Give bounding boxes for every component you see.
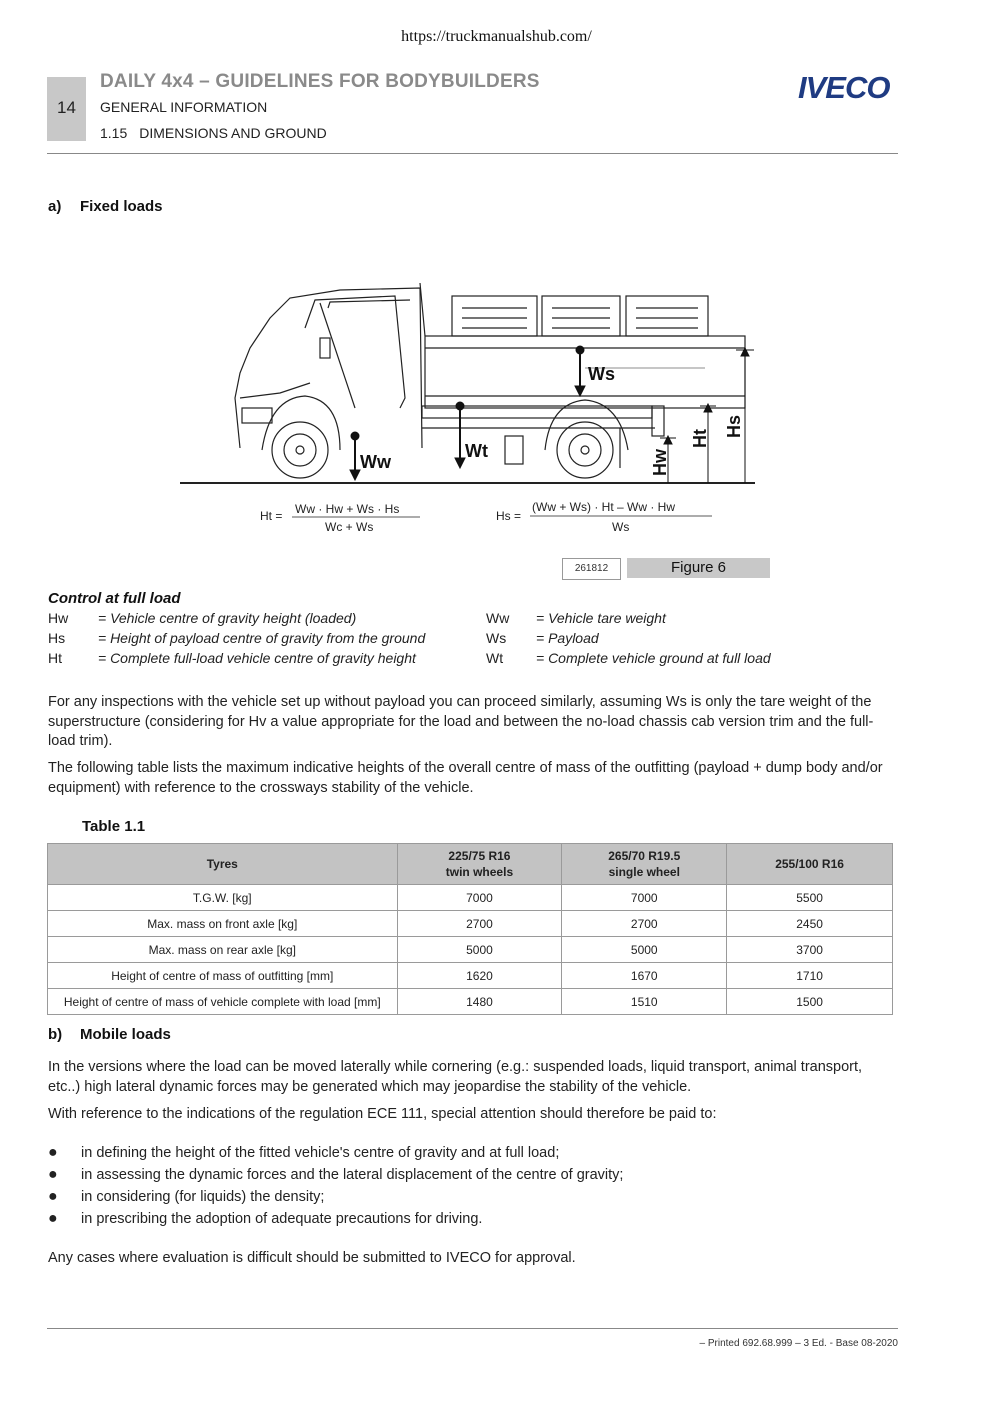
- iveco-logo: IVECO: [798, 70, 890, 105]
- table-cell: Max. mass on rear axle [kg]: [48, 937, 398, 963]
- formula-ht-lhs: Ht =: [260, 509, 283, 523]
- source-url[interactable]: https://truckmanualshub.com/: [401, 28, 592, 45]
- truck-load-diagram: [180, 278, 755, 548]
- label-ws: Ws: [588, 364, 615, 384]
- table-title: Table 1.1: [82, 818, 146, 835]
- formula-hs-lhs: Hs =: [496, 509, 522, 523]
- formula-ht-numerator: Ww · Hw + Ws · Hs: [295, 502, 400, 516]
- table-cell: 5000: [397, 937, 562, 963]
- subsection-title: DIMENSIONS AND GROUND: [139, 125, 327, 141]
- table-cell: 2450: [727, 911, 893, 937]
- column-header: 225/75 R16 twin wheels: [397, 844, 562, 885]
- page-number: 14: [57, 98, 76, 117]
- figure-id: 261812: [562, 558, 621, 580]
- legend-item: [486, 630, 599, 646]
- legend-description: = Vehicle centre of gravity height (loaded): [98, 610, 357, 626]
- table-header-row: [48, 844, 893, 885]
- legend-description: = Payload: [536, 630, 599, 646]
- legend-item: [48, 650, 416, 666]
- bullet-icon: ●: [48, 1210, 58, 1227]
- section-a-title: Fixed loads: [80, 198, 163, 215]
- table-cell: T.G.W. [kg]: [48, 885, 398, 911]
- paragraph-table-intro: The following table lists the maximum indicative heights of the overall centre of mass of the outfitting (payload + dump body and/or equipment) with reference to the crossways stability of the vehicle.: [48, 760, 883, 796]
- section-b-label: b): [48, 1026, 63, 1043]
- figure-caption: Figure 6: [627, 558, 770, 578]
- footer-print-info: – Printed 692.68.999 – 3 Ed. - Base 08-2020: [699, 1338, 898, 1349]
- formula-ht: [260, 502, 420, 534]
- document-title: DAILY 4x4 – GUIDELINES FOR BODYBUILDERS: [100, 71, 540, 92]
- table-cell: 1710: [727, 963, 893, 989]
- list-item: ● in considering (for liquids) the density;: [48, 1186, 898, 1208]
- legend-description: = Vehicle tare weight: [536, 610, 666, 626]
- formula-hs: [496, 500, 712, 534]
- list-item: ● in prescribing the adoption of adequate precautions for driving.: [48, 1208, 898, 1230]
- subsection-heading: [100, 125, 339, 141]
- list-item: ● in defining the height of the fitted vehicle's centre of gravity and at full load;: [48, 1142, 898, 1164]
- footer-divider: [47, 1328, 898, 1329]
- tyres-table: [47, 843, 893, 1015]
- formula-ht-denominator: Wc + Ws: [325, 520, 374, 534]
- legend-description: = Height of payload centre of gravity from the ground: [98, 630, 426, 646]
- label-hw: Hw: [650, 449, 670, 476]
- table-cell: 7000: [562, 885, 727, 911]
- legend-description: = Complete full-load vehicle centre of gravity height: [98, 650, 416, 666]
- formula-hs-denominator: Ws: [612, 520, 630, 534]
- table-row: [48, 911, 893, 937]
- paragraph-inspection: For any inspections with the vehicle set up without payload you can proceed similarly, assuming Ws is only the tare weight of the superstructure (considering for Hv a value appropriate for the load and between the no-load chassis cab version trim and the full-load trim).: [48, 694, 874, 749]
- legend-item: [48, 630, 425, 646]
- table-cell: 1670: [562, 963, 727, 989]
- legend-symbol: Hs: [48, 630, 66, 646]
- list-item: ● in assessing the dynamic forces and the lateral displacement of the centre of gravity;: [48, 1164, 898, 1186]
- table-cell: 1620: [397, 963, 562, 989]
- table-cell: 5000: [562, 937, 727, 963]
- section-b-title: Mobile loads: [80, 1026, 171, 1043]
- table-row: [48, 989, 893, 1015]
- table-row: [48, 885, 893, 911]
- control-title: Control at full load: [48, 590, 181, 607]
- table-cell: Max. mass on front axle [kg]: [48, 911, 398, 937]
- legend-item: [486, 650, 771, 666]
- section-heading: GENERAL INFORMATION: [100, 99, 268, 115]
- gravity-markers: [350, 346, 754, 483]
- table-cell: 3700: [727, 937, 893, 963]
- label-wt: Wt: [465, 441, 488, 461]
- legend-symbol: Wt: [486, 650, 504, 666]
- column-header: Tyres: [48, 844, 398, 885]
- paragraph-closing: Any cases where evaluation is difficult should be submitted to IVECO for approval.: [48, 1250, 576, 1266]
- table-cell: 1480: [397, 989, 562, 1015]
- table-cell: 2700: [397, 911, 562, 937]
- bullet-icon: ●: [48, 1188, 58, 1205]
- bullet-icon: ●: [48, 1166, 58, 1183]
- table-cell: 1510: [562, 989, 727, 1015]
- legend-item: [48, 610, 356, 626]
- legend-item: [486, 610, 666, 626]
- table-cell: Height of centre of mass of outfitting [mm]: [48, 963, 398, 989]
- legend-symbol: Ww: [486, 610, 510, 626]
- table-cell: 5500: [727, 885, 893, 911]
- header-divider: [47, 153, 898, 154]
- bullet-icon: ●: [48, 1144, 58, 1161]
- table-row: [48, 963, 893, 989]
- label-ht: Ht: [690, 429, 710, 448]
- legend-symbol: Ht: [48, 650, 62, 666]
- table-cell: 2700: [562, 911, 727, 937]
- subsection-number: 1.15: [100, 125, 128, 141]
- legend-symbol: Hw: [48, 610, 69, 626]
- formula-hs-numerator: (Ww + Ws) · Ht – Ww · Hw: [532, 500, 675, 514]
- table-cell: 1500: [727, 989, 893, 1015]
- paragraph-regulation: With reference to the indications of the regulation ECE 111, special attention should therefore be paid to:: [48, 1106, 717, 1122]
- table-cell: Height of centre of mass of vehicle complete with load [mm]: [48, 989, 398, 1015]
- column-header: 265/70 R19.5 single wheel: [562, 844, 727, 885]
- column-header: 255/100 R16: [727, 844, 893, 885]
- section-a-heading: [48, 198, 163, 215]
- legend-description: = Complete vehicle ground at full load: [536, 650, 771, 666]
- section-b-heading: [48, 1026, 171, 1043]
- legend-symbol: Ws: [486, 630, 507, 646]
- section-a-label: a): [48, 198, 62, 215]
- label-ww: Ww: [360, 452, 391, 472]
- attention-list: [48, 1142, 898, 1230]
- table-cell: 7000: [397, 885, 562, 911]
- table-row: [48, 937, 893, 963]
- label-hs: Hs: [724, 414, 744, 438]
- paragraph-mobile-loads: In the versions where the load can be moved laterally while cornering (e.g.: suspended loads, liquid transport, animal transport, etc..) high lateral dynamic forces may be generated which may jeopardise the stability of the vehicle.: [48, 1059, 863, 1095]
